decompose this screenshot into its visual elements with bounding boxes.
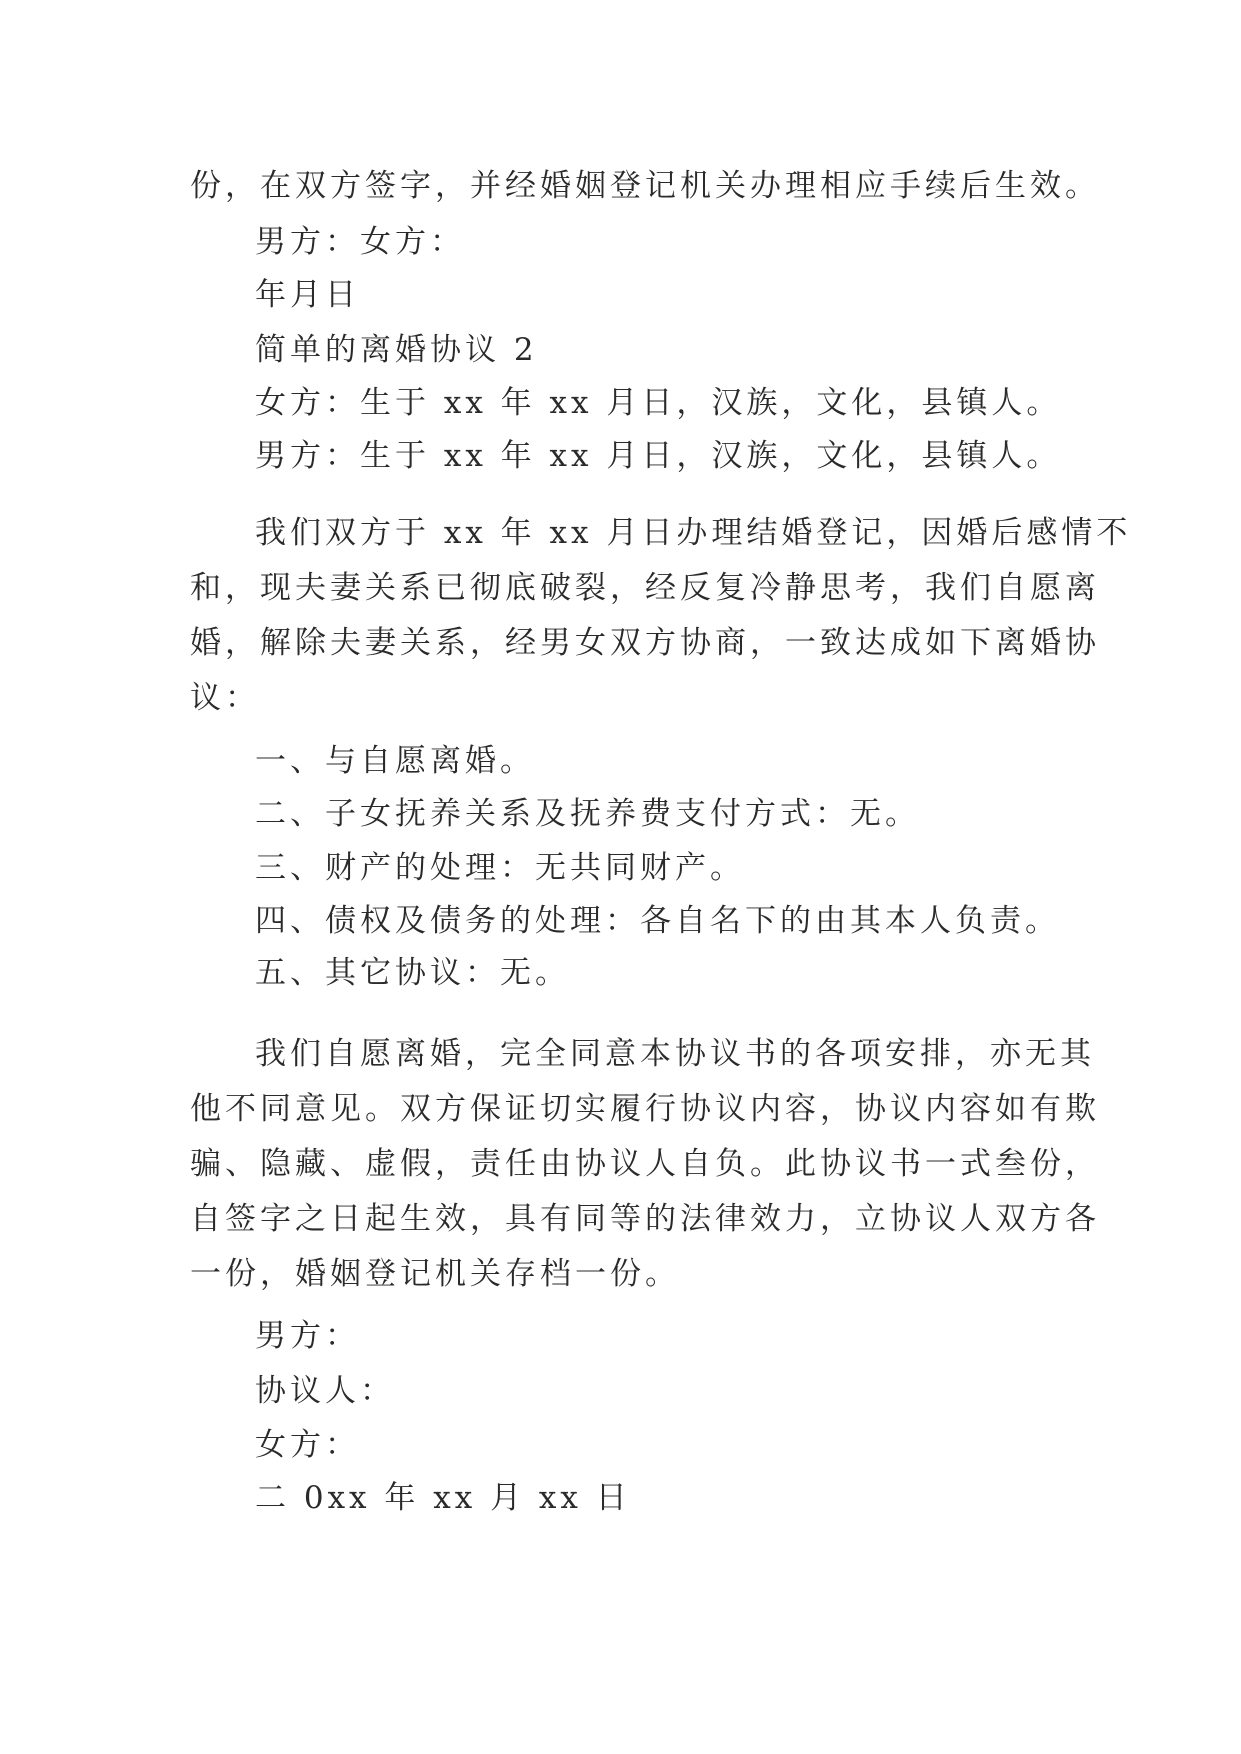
clause-line: 四、债权及债务的处理：各自名下的由其本人负责。 <box>255 903 1060 939</box>
signature-agreement-party: 协议人： <box>255 1373 395 1409</box>
paragraph-line: 我们双方于 xx 年 xx 月日办理结婚登记，因婚后感情不 <box>255 515 1132 551</box>
date-line: 二 0xx 年 xx 月 xx 日 <box>255 1480 631 1516</box>
date-line: 年月日 <box>255 277 360 313</box>
signature-female: 女方： <box>255 1427 360 1463</box>
clause-line: 二、子女抚养关系及抚养费支付方式：无。 <box>255 796 920 832</box>
paragraph-line: 和，现夫妻关系已彻底破裂，经反复冷静思考，我们自愿离 <box>190 570 1100 606</box>
signature-line: 男方：女方： <box>255 224 465 260</box>
paragraph-line: 婚，解除夫妻关系，经男女双方协商，一致达成如下离婚协 <box>190 625 1100 661</box>
paragraph-line: 我们自愿离婚，完全同意本协议书的各项安排，亦无其 <box>255 1036 1095 1072</box>
paragraph-line: 骗、隐藏、虚假，责任由协议人自负。此协议书一式叁份， <box>190 1146 1100 1182</box>
clause-line: 三、财产的处理：无共同财产。 <box>255 850 745 886</box>
paragraph-line: 一份，婚姻登记机关存档一份。 <box>190 1256 680 1292</box>
party-male-line: 男方：生于 xx 年 xx 月日，汉族，文化，县镇人。 <box>255 438 1062 474</box>
paragraph-line: 自签字之日起生效，具有同等的法律效力，立协议人双方各 <box>190 1201 1100 1237</box>
paragraph-line: 份，在双方签字，并经婚姻登记机关办理相应手续后生效。 <box>190 168 1100 204</box>
paragraph-line: 他不同意见。双方保证切实履行协议内容，协议内容如有欺 <box>190 1091 1100 1127</box>
party-female-line: 女方：生于 xx 年 xx 月日，汉族，文化，县镇人。 <box>255 385 1062 421</box>
paragraph-line: 议： <box>190 680 260 716</box>
section-title: 简单的离婚协议 2 <box>255 332 538 368</box>
signature-male: 男方： <box>255 1318 360 1354</box>
clause-line: 一、与自愿离婚。 <box>255 743 535 779</box>
clause-line: 五、其它协议：无。 <box>255 955 570 991</box>
